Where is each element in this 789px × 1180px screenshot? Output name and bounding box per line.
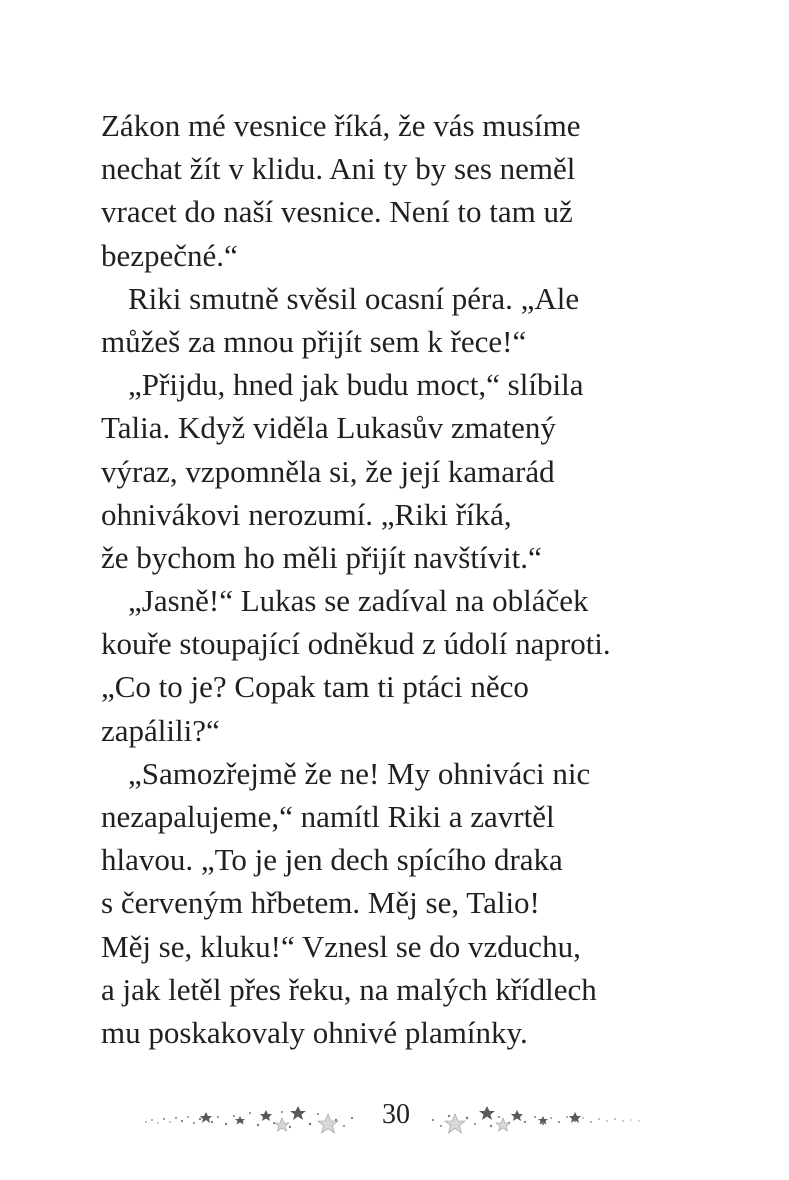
page-number: 30 (382, 1099, 410, 1130)
star-trail-right-icon (425, 1090, 645, 1150)
text-line: bezpečné.“ (101, 237, 238, 273)
text-line: „Co to je? Copak tam ti ptáci něco (101, 669, 529, 705)
text-line: „Samozřejmě že ne! My ohniváci nic (128, 755, 591, 791)
star-trail-left-icon (140, 1090, 360, 1150)
text-line: vracet do naší vesnice. Není to tam už (101, 194, 573, 230)
text-line: a jak letěl přes řeku, na malých křídlech (101, 971, 597, 1007)
text-line: „Jasně!“ Lukas se zadíval na obláček (128, 583, 589, 619)
text-line: mu poskakovaly ohnivé plamínky. (101, 1014, 528, 1050)
text-line: výraz, vzpomněla si, že její kamarád (101, 453, 555, 489)
text-line: kouře stoupající odněkud z údolí naproti. (101, 626, 611, 662)
page-body-text (101, 104, 701, 1054)
page-footer (0, 1090, 789, 1150)
text-line: ohnivákovi nerozumí. „Riki říká, (101, 496, 512, 532)
text-line: nezapalujeme,“ namítl Riki a zavrtěl (101, 799, 555, 834)
text-line: můžeš za mnou přijít sem k řece!“ (101, 323, 527, 359)
text-line: zapálili?“ (101, 712, 220, 748)
text-line: Riki smutně svěsil ocasní péra. „Ale (128, 280, 580, 316)
text-line: nechat žít v klidu. Ani ty by ses neměl (101, 151, 576, 187)
text-line: Měj se, kluku!“ Vznesl se do vzduchu, (101, 928, 581, 964)
text-line: Zákon mé vesnice říká, že vás musíme (101, 108, 581, 143)
text-line: hlavou. „To je jen dech spícího draka (101, 842, 563, 878)
text-line: Talia. Když viděla Lukasův zmatený (101, 410, 556, 446)
text-line: že bychom ho měli přijít navštívit.“ (101, 539, 542, 575)
text-line: s červeným hřbetem. Měj se, Talio! (101, 885, 540, 921)
text-line: „Přijdu, hned jak budu moct,“ slíbila (128, 367, 584, 403)
